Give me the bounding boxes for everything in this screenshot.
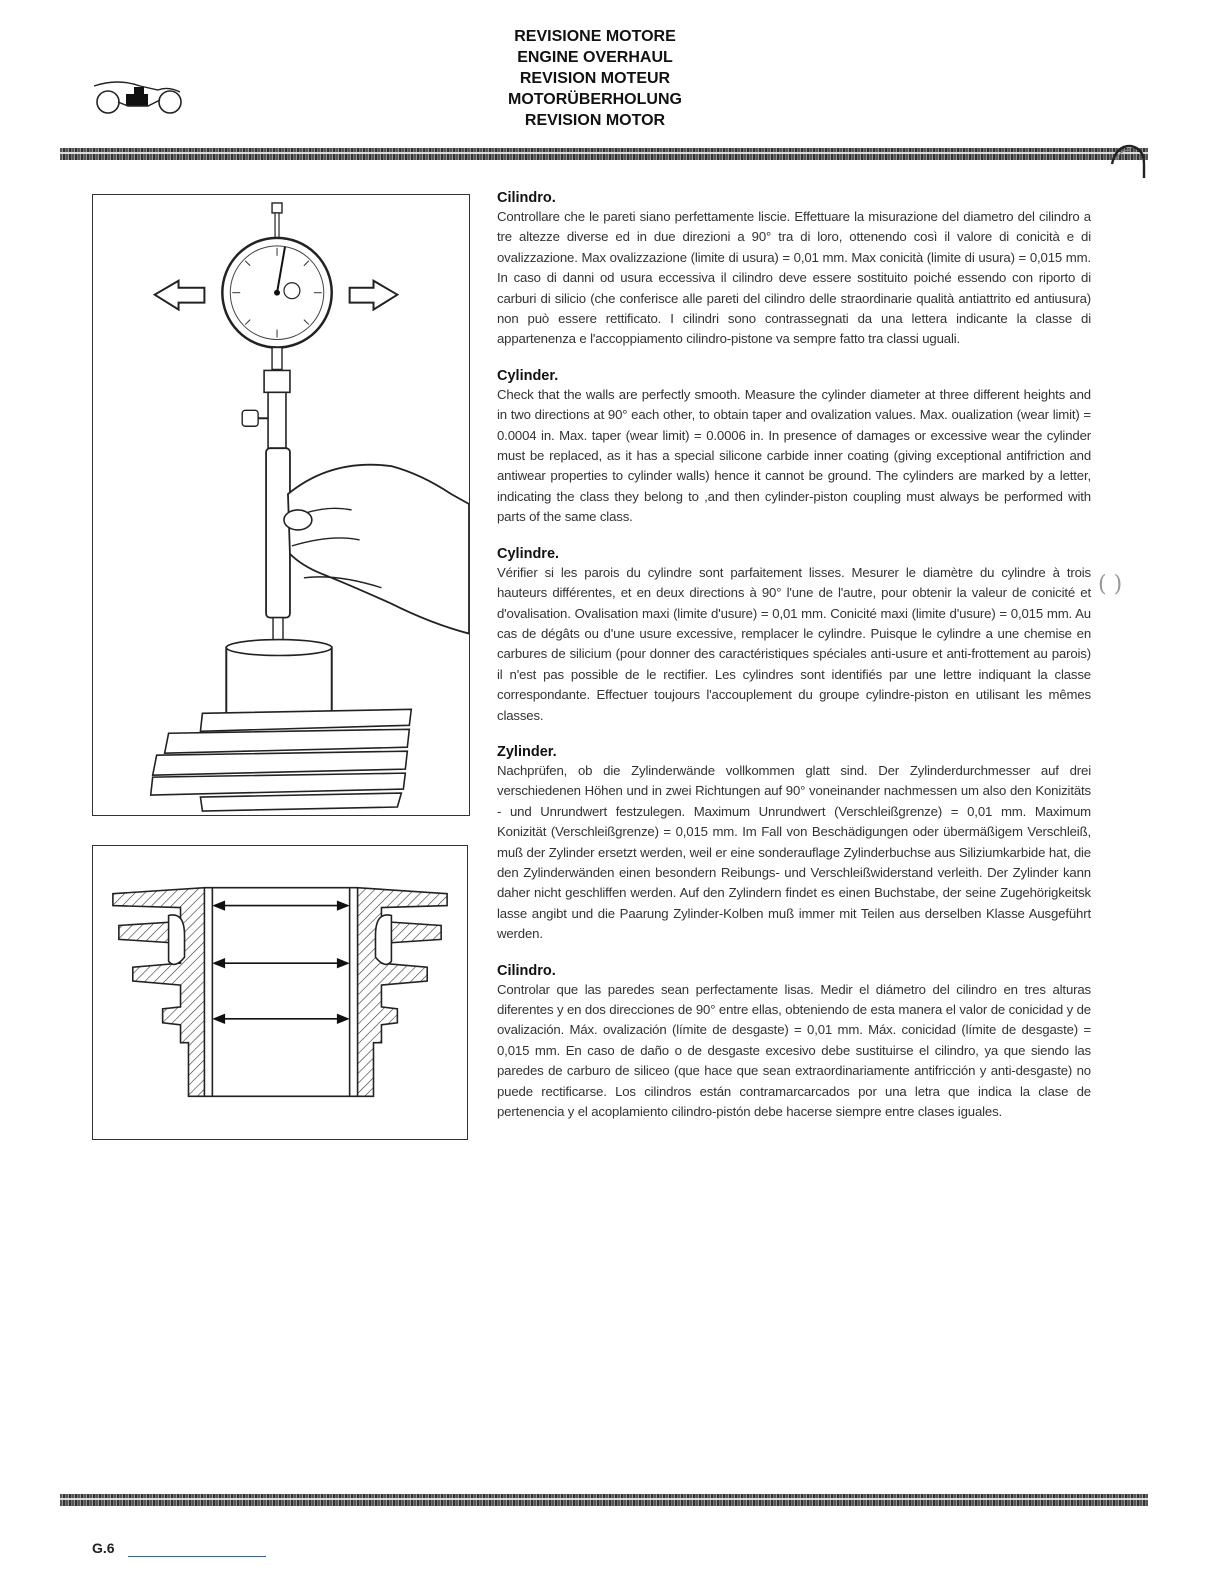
section-italian [497,190,1091,350]
footer-divider-rule [60,1494,1148,1506]
section-body: Check that the walls are perfectly smooth. Measure the cylinder diameter at three different heights and in two directions at 90° each other, to obtain taper and ovalization values. Max. oualization (wear limit) = 0.0004 in. Max. taper (wear limit) = 0.0006 in. In presence of damages or excessive wear the cylinder must be replaced, as it has a special silicone carbide inner coating (giving exceptional antifriction and antiwear properties to cylinder walls) hence it cannot be ground. The cylinders are marked by a letter, indicating the class they belong to ,and then cylinder-piston coupling must always be performed with parts of the same class. [497,386,1091,525]
section-body: Controlar que las paredes sean perfectamente lisas. Medir el diámetro del cilindro en tres alturas diferentes y en dos direcciones de 90° entre ellas, obteniendo de esta manera el valor de conicidad y de ovalización. Máx. ovalización (límite de desgaste) = 0,01 mm. Máx. conicidad (límite de desgaste) = 0,015 mm. En caso de daño o de desgaste excesivo debe sustituirse el cilindro, ya que siendo las paredes de carburo de siliceo (que hace que sean extraordinariamente antifricción y anti-desgaste) no puede rectificarse. Los cilindros están contramarcarcados por una letra que indica la clase de pertenencia y el acoplamiento cilindro-pistón debe hacerse siempre entre clases iguales. [497,981,1091,1120]
header-title-en: ENGINE OVERHAUL [517,49,673,66]
header-title-it: REVISIONE MOTORE [514,28,676,45]
header-title-es: REVISION MOTOR [524,112,666,129]
header-title-de: MOTORÜBERHOLUNG [508,91,682,108]
cylinder-cross-section-figure [92,845,468,1140]
section-title: Zylinder. [497,743,557,760]
section-body: Vérifier si les parois du cylindre sont parfaitement lisses. Mesurer le diamètre du cylindre à trois hauteurs différentes, et en deux directions à 90° l'une de l'autre, pour obtenir la valeur de conicité et d'ovalisation. Ovalisation maxi (limite d'usure) = 0,01 mm. Conicité maxi (limite d'usure) = 0,015 mm. Au cas de dégâts ou d'une usure excessive, remplacer le cylindre. Puisque le cylindre a une chemise en carbures de silicium (pour donner des caractéristiques spéciales anti-usure et anti-frottement au parois) il n'est pas possible de le rectifier. Les cylindres sont identifiés par une lettre indiquant la classe correspondante. Effectuer toujours l'accouplement du groupe cylindre-piston en utilisant les mêmes classes. [497,564,1091,723]
section-title: Cylindre. [497,545,560,562]
footer-underline [128,1556,266,1557]
section-body: Nachprüfen, ob die Zylinderwände vollkommen glatt sind. Der Zylinderdurchmesser auf drei verschiedenen Höhen und in zwei Richtungen auf 90° voneinander nachmessen um also den Konizitäts - und Unrundwert festzulegen. Maximum Unrundwert (Verschleißgrenze) = 0,01 mm. Maximum Konizität (Verschleißgrenze) = 0,015 mm. Im Fall von Beschädigungen oder übermäßigem Verschleiß, muß der Zylinder ersetzt werden, weil er eine sonderauflage Zylinderbuchse aus Siliziumkarbide hat, die den Zylinderwänden einen besondern Reibungs- und Verschleißwiderstand verleith. Der Zylinder kann daher nicht geschliffen werden. Auf den Zylindern findet es einen Buchstabe, der seine Zugehörigkeitsk lasse angibt und die Paarung Zylinder-Kolben muß immer mit Teilen aus derselben Klasse Ausgeführt werden. [497,762,1091,942]
header-divider-rule [60,148,1148,160]
bore-gauge-figure [92,194,470,816]
multilingual-text-column [497,190,1091,1140]
section-title: Cylinder. [497,367,559,384]
section-french [497,546,1091,726]
page-number: G.6 [92,1540,115,1556]
header-title-fr: REVISION MOTEUR [519,70,671,87]
section-body: Controllare che le pareti siano perfettamente liscie. Effettuare la misurazione del diametro del cilindro a tre altezze diverse ed in due direzioni a 90° tra di loro, ottenendo così il valore di conicità e di ovalizzazione. Max ovalizzazione (limite di usura) = 0,01 mm. Max conicità (limite di usura) = 0,015 mm. In caso di danni od usura eccessiva il cilindro deve essere sostituito poiché essendo con riporto di carburi di silicio (che conferisce alle pareti del cilindro delle straordinarie qualità antiattrito ed antiusura) non può essere rettificato. I cilindri sono contrassegnati da una lettera indicante la classe di appartenenza e l'accoppiamento cilindro-pistone va sempre fatto tra classi uguali. [497,209,1091,347]
section-english [497,368,1091,528]
motorcycle-logo-icon [88,72,188,122]
corner-tab-icon [1104,140,1152,182]
section-title: Cilindro. [497,962,556,979]
section-title: Cilindro. [497,190,556,206]
page-header-titles [440,26,750,131]
section-german [497,744,1091,945]
section-spanish [497,963,1091,1123]
margin-mark: ( ) [1098,572,1123,597]
